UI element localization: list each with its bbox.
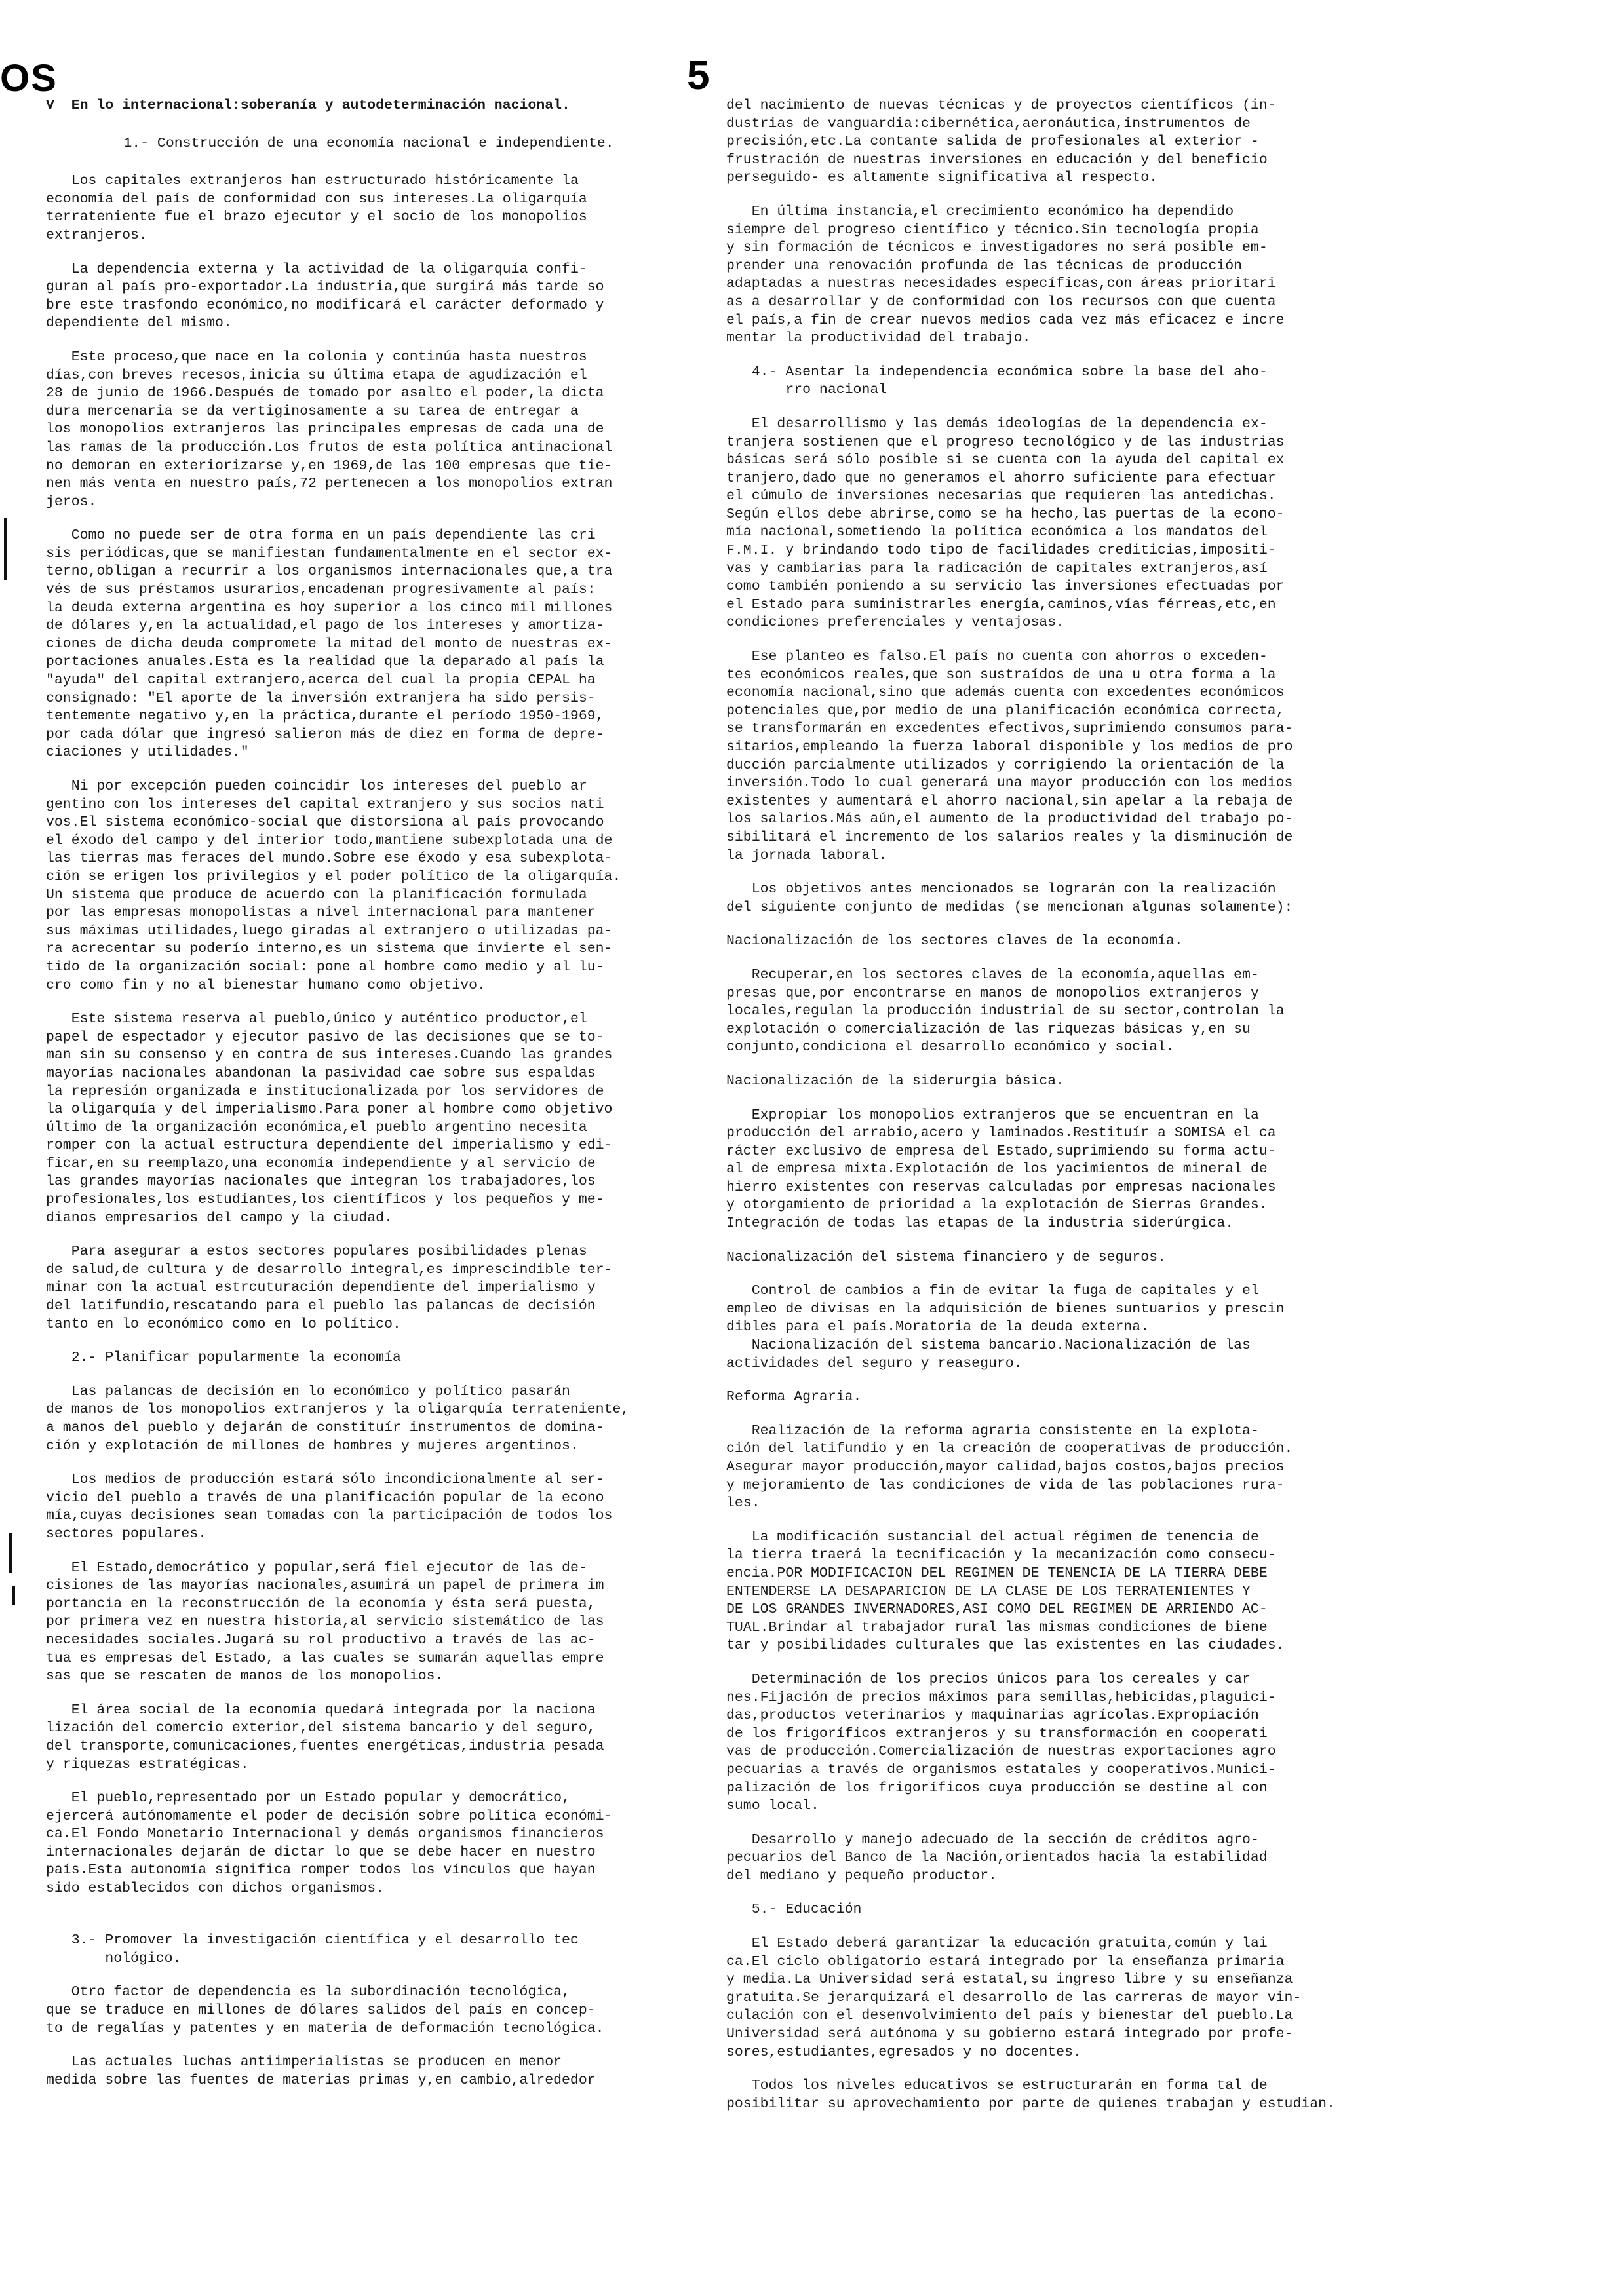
paragraph: Nacionalización de la siderurgia básica.: [726, 1073, 1065, 1089]
paragraph: Como no puede ser de otra forma en un país dependiente las cri sis periódicas,que se manifiestan fundamentalmente en el sector ex- terno,obligan a recurrir a los organismos internacionales que,a tra vés de sus préstamos usurarios,encadenan progresivamente al país: la deuda externa argentina es hoy superior a los cinco mil millones de dólares y,en la actualidad,el pago de los intereses y amortiza- ciones de dicha deuda compromete la mitad del monto de nuestras ex- portaciones anuales.Esta es la realidad que la deparado al país la "ayuda" del capital extranjero,acerca del cual la propia CEPAL ha consignado: "El aporte de la inversión extranjera ha sido persis- tentemente negativo y,en la práctica,durante el período 1950-1969, por cada dólar que ingresó salieron más de diez en forma de depre- ciaciones y utilidades.": [46, 527, 613, 761]
paragraph: Las palancas de decisión en lo económico y político pasarán de manos de los monopolios extranjeros y la oligarquía terrateniente, a manos del pueblo y dejarán de constituír instrumentos de domina- ción y explotación de millones de hombres y mujeres argentinos.: [46, 1383, 630, 1454]
paragraph: Nacionalización del sistema financiero y de seguros.: [726, 1249, 1166, 1265]
edge-heading-fragment: OS: [0, 57, 58, 100]
paragraph: Nacionalización de los sectores claves de la economía.: [726, 933, 1183, 949]
right-column: [726, 97, 1405, 2129]
margin-mark: [9, 1533, 12, 1573]
paragraph: del nacimiento de nuevas técnicas y de proyectos científicos (in- dustrias de vanguardia:cibernética,aeronáutica,instrumentos de precisión,etc.La contante salida de profesionales al exterior - frustración de nuestras inversiones en educación y del beneficio perseguido- es altamente significativa al respecto.: [726, 98, 1276, 186]
margin-mark: [4, 518, 7, 580]
paragraph: La modificación sustancial del actual régimen de tenencia de la tierra traerá la tecnificación y la mecanización como consecu- encia.POR MODIFICACION DEL REGIMEN DE TENENCIA DE LA TIERRA DEBE ENTENDERSE LA DESAPARICION DE LA CLASE DE LOS TERRATENIENTES Y DE LOS GRANDES INVERNADORES,ASI COMO DEL REGIMEN DE ARRIENDO AC- TUAL.Brindar al trabajador rural las mismas condiciones de biene tar y posibilidades culturales que las existentes en las ciudades.: [726, 1529, 1285, 1654]
margin-mark: [12, 1586, 15, 1605]
paragraph: La dependencia externa y la actividad de la oligarquía confi- guran al país pro-exportador.La industria,que surgirá más tarde so bre este trasfondo económico,no modificará el carácter deformado y dependiente del mismo.: [46, 261, 604, 332]
paragraph: Desarrollo y manejo adecuado de la sección de créditos agro- pecuarios del Banco de la Nación,orientados hacia la estabilidad del mediano y pequeño productor.: [726, 1831, 1268, 1884]
paragraph: 4.- Asentar la independencia económica sobre la base del aho- rro nacional: [751, 364, 1268, 398]
paragraph: Este proceso,que nace en la colonia y continúa hasta nuestros días,con breves recesos,inicia su última etapa de agudización el 28 de junio de 1966.Después de tomado por asalto el poder,la dicta dura mercenaria se da vertiginosamente a su tarea de entregar a los monopolios extranjeros las principales empresas de cada una de las ramas de la producción.Los frutos de esta política antinacional no demoran en exteriorizarse y,en 1969,de las 100 empresas que tie- nen más venta en nuestro país,72 pertenecen a los monopolios extran jeros.: [46, 349, 613, 510]
page-number: 5: [687, 53, 710, 98]
paragraph: Los medios de producción estará sólo incondicionalmente al ser- vicio del pueblo a través de una planificación popular de la econo mía,cuyas decisiones sean tomadas con la participación de todos los sectores populares.: [46, 1472, 613, 1542]
paragraph: Realización de la reforma agraria consistente en la explota- ción del latifundio y en la creación de cooperativas de producción. Asegurar mayor producción,mayor calidad,bajos costos,bajos precios y mejoramiento de las condiciones de vida de las poblaciones rura- les.: [726, 1423, 1293, 1512]
paragraph: 2.- Planificar popularmente la economía: [46, 1350, 401, 1366]
paragraph: El pueblo,representado por un Estado popular y democrático, ejercerá autónomamente el poder de decisión sobre política económi- ca.El Fondo Monetario Internacional y demás organismos financieros internacionales dejarán de dictar lo que se debe hacer en nuestro país.Esta autonomía significa romper todos los vínculos que hayan sido establecidos con dichos organismos.: [46, 1790, 613, 1897]
paragraph: Expropiar los monopolios extranjeros que se encuentran en la producción del arrabio,acero y laminados.Restituír a SOMISA el ca rácter exclusivo de empresa del Estado,suprimiendo su forma actu- al de empresa mixta.Explotación de los yacimientos de mineral de hierro existentes con reservas calculadas por empresas nacionales y otorgamiento de prioridad a la explotación de Sierras Grandes. Integración de todas las etapas de la industria siderúrgica.: [726, 1107, 1276, 1232]
paragraph: Todos los niveles educativos se estructurarán en forma tal de posibilitar su aprovechamiento por parte de quienes trabajan y estudian.: [726, 2078, 1335, 2112]
paragraph: V En lo internacional:soberanía y autodeterminación nacional.: [46, 98, 570, 113]
paragraph: Los objetivos antes mencionados se lograrán con la realización del siguiente conjunto de medidas (se mencionan algunas solamente):: [726, 881, 1293, 915]
paragraph: 1.- Construcción de una economía nacional e independiente.: [123, 135, 614, 151]
paragraph: 5.- Educación: [726, 1902, 862, 1918]
paragraph: El desarrollismo y las demás ideologías de la dependencia ex- tranjera sostienen que el progreso tecnológico y de las industrias básicas será sólo posible si se cuenta con la ayuda del capital ex tranjero,dado que no generamos el ahorro suficiente para efectuar el cúmulo de inversiones necesarias que requieren las antedichas. Según ellos debe abrirse,como se ha hecho,las puertas de la econo- mía nacional,sometiendo la política económica a los mandatos del F.M.I. y brindando todo tipo de facilidades crediticias,impositi- vas y cambiarias para la radicación de capitales extranjeros,así como también poniendo a su servicio las inversiones efectuadas por el Estado para suministrarles energía,caminos,vías férreas,etc,en condiciones preferenciales y ventajosas.: [726, 415, 1285, 631]
paragraph: 3.- Promover la investigación científica y el desarrollo tec nológico.: [71, 1932, 579, 1966]
paragraph: El Estado deberá garantizar la educación gratuita,común y lai ca.El ciclo obligatorio estará integrado por la enseñanza primaria y media.La Universidad será estatal,su ingreso libre y su enseñanza gratuita.Se jerarquizará el desarrollo de las carreras de mayor vin- culación con el desenvolvimiento del país y bienestar del pueblo.La Universidad será autónoma y su gobierno estará integrado por profe- sores,estudiantes,egresados y no docentes.: [726, 1936, 1302, 2060]
paragraph: Los capitales extranjeros han estructurado históricamente la economía del país de conformidad con sus intereses.La oligarquía terrateniente fue el brazo ejecutor y el socio de los monopolios extranjeros.: [46, 173, 587, 243]
paragraph: El área social de la economía quedará integrada por la naciona lización del comercio exterior,del sistema bancario y del seguro, del transporte,comunicaciones,fuentes energéticas,industria pesada y riquezas estratégicas.: [46, 1702, 604, 1772]
paragraph: Determinación de los precios únicos para los cereales y car nes.Fijación de precios máximos para semillas,hebicidas,plaguici- das,productos veterinarios y maquinarias agrícolas.Expropiación de los frigoríficos extranjeros y su transformación en cooperati vas de producción.Comercialización de nuestras exportaciones agro pecuarias a través de organismos estatales y cooperativos.Munici- palización de los frigoríficos cuya producción se destine al con sumo local.: [726, 1671, 1276, 1814]
paragraph: En última instancia,el crecimiento económico ha dependido siempre del progreso científico y técnico.Sin tecnología propia y sin formación de técnicos e investigadores no será posible em- prender una renovación profunda de las técnicas de producción adaptadas a nuestras necesidades específicas,con áreas prioritari as a desarrollar y de conformidad con los recursos con que cuenta el país,a fin de crear nuevos medios cada vez más eficacez e incre mentar la productividad del trabajo.: [726, 203, 1285, 347]
paragraph: Otro factor de dependencia es la subordinación tecnológica, que se traduce en millones de dólares salidos del país en concep- to de regalías y patentes y en materia de deformación tecnológica.: [46, 1984, 604, 2037]
paragraph: Este sistema reserva al pueblo,único y auténtico productor,el papel de espectador y ejecutor pasivo de las decisiones que se to- man sin su consenso y en contra de sus intereses.Cuando las grandes mayorías nacionales abandonan la pasividad cae sobre sus espaldas la represión organizada e institucionalizada por los servidores de la oligarquía y del imperialismo.Para poner al hombre como objetivo último de la organización económica,el pueblo argentino necesita romper con la actual estructura dependiente del imperialismo y edi- ficar,en su reemplazo,una economía independiente y al servicio de las grandes mayorías nacionales que integran los trabajadores,los profesionales,los estudiantes,los científicos y los pequeños y me- dianos empresarios del campo y la ciudad.: [46, 1011, 613, 1226]
paragraph: Ni por excepción pueden coincidir los intereses del pueblo ar gentino con los intereses del capital extranjero y sus socios nati vos.El sistema económico-social que distorsiona al país provocando el éxodo del campo y del interior todo,mantiene subexplotada una de las tierras mas feraces del mundo.Sobre ese éxodo y esa subexplota- ción se erigen los privilegios y el poder político de la oligarquía. Un sistema que produce de acuerdo con la planificación formulada por las empresas monopolistas a nivel internacional para mantener sus máximas utilidades,luego giradas al extranjero o utilizadas pa- ra acrecentar su poderío interno,es un sistema que invierte el sen- tido de la organización social: pone al hombre como medio y al lu- cro como fin y no al bienestar humano como objetivo.: [46, 778, 621, 993]
paragraph: Control de cambios a fin de evitar la fuga de capitales y el empleo de divisas en la adquisición de bienes suntuarios y prescin dibles para el país.Moratoria de la deuda externa. Nacionalización del sistema bancario.Nacionalización de las actividades del seguro y reaseguro.: [726, 1283, 1285, 1371]
paragraph: Reforma Agraria.: [726, 1389, 862, 1406]
paragraph: Las actuales luchas antiimperialistas se producen en menor medida sobre las fuentes de materias primas y,en cambio,alrededor: [46, 2054, 596, 2088]
paragraph: El Estado,democrático y popular,será fiel ejecutor de las de- cisiones de las mayorías nacionales,asumirá un papel de primera im portancia en la reconstrucción de la economía y ésta será puesta, por primera vez en nuestra historia,al servicio sistemático de las necesidades sociales.Jugará su rol productivo a través de las ac- tua es empresas del Estado, a las cuales se sumarán aquellas empre sas que se rescaten de manos de los monopolios.: [46, 1559, 604, 1685]
paragraph: Ese planteo es falso.El país no cuenta con ahorros o exceden- tes económicos reales,que son sustraídos de una u otra forma a la economía nacional,sino que además cuenta con excedentes económicos potenciales que,por medio de una planificación económica correcta, se transformarán en excedentes efectivos,suprimiendo consumos para- sitarios,empleando la fuerza laboral disponible y los medios de pro ducción parcialmente utilizados y corrigiendo la orientación de la inversión.Todo lo cual generará una mayor producción con los medios existentes y aumentará el ahorro nacional,sin apelar a la rebaja de los salarios.Más aún,el aumento de la productividad del trabajo po- sibilitará el incremento de los salarios reales y la disminución de la jornada laboral.: [726, 649, 1293, 864]
paragraph: Recuperar,en los sectores claves de la economía,aquellas em- presas que,por encontrarse en manos de monopolios extranjeros y locales,regulan la producción industrial de su sector,controlan la explotación o comercialización de las riquezas básicas y,en su conjunto,condiciona el desarrollo económico y social.: [726, 966, 1285, 1056]
paragraph: Para asegurar a estos sectores populares posibilidades plenas de salud,de cultura y de desarrollo integral,es imprescindible ter- minar con la actual estrcuturación dependiente del imperialismo y del latifundio,rescatando para el pueblo las palancas de decisión tanto en lo económico como en lo político.: [46, 1244, 613, 1332]
left-column: [46, 97, 691, 2105]
